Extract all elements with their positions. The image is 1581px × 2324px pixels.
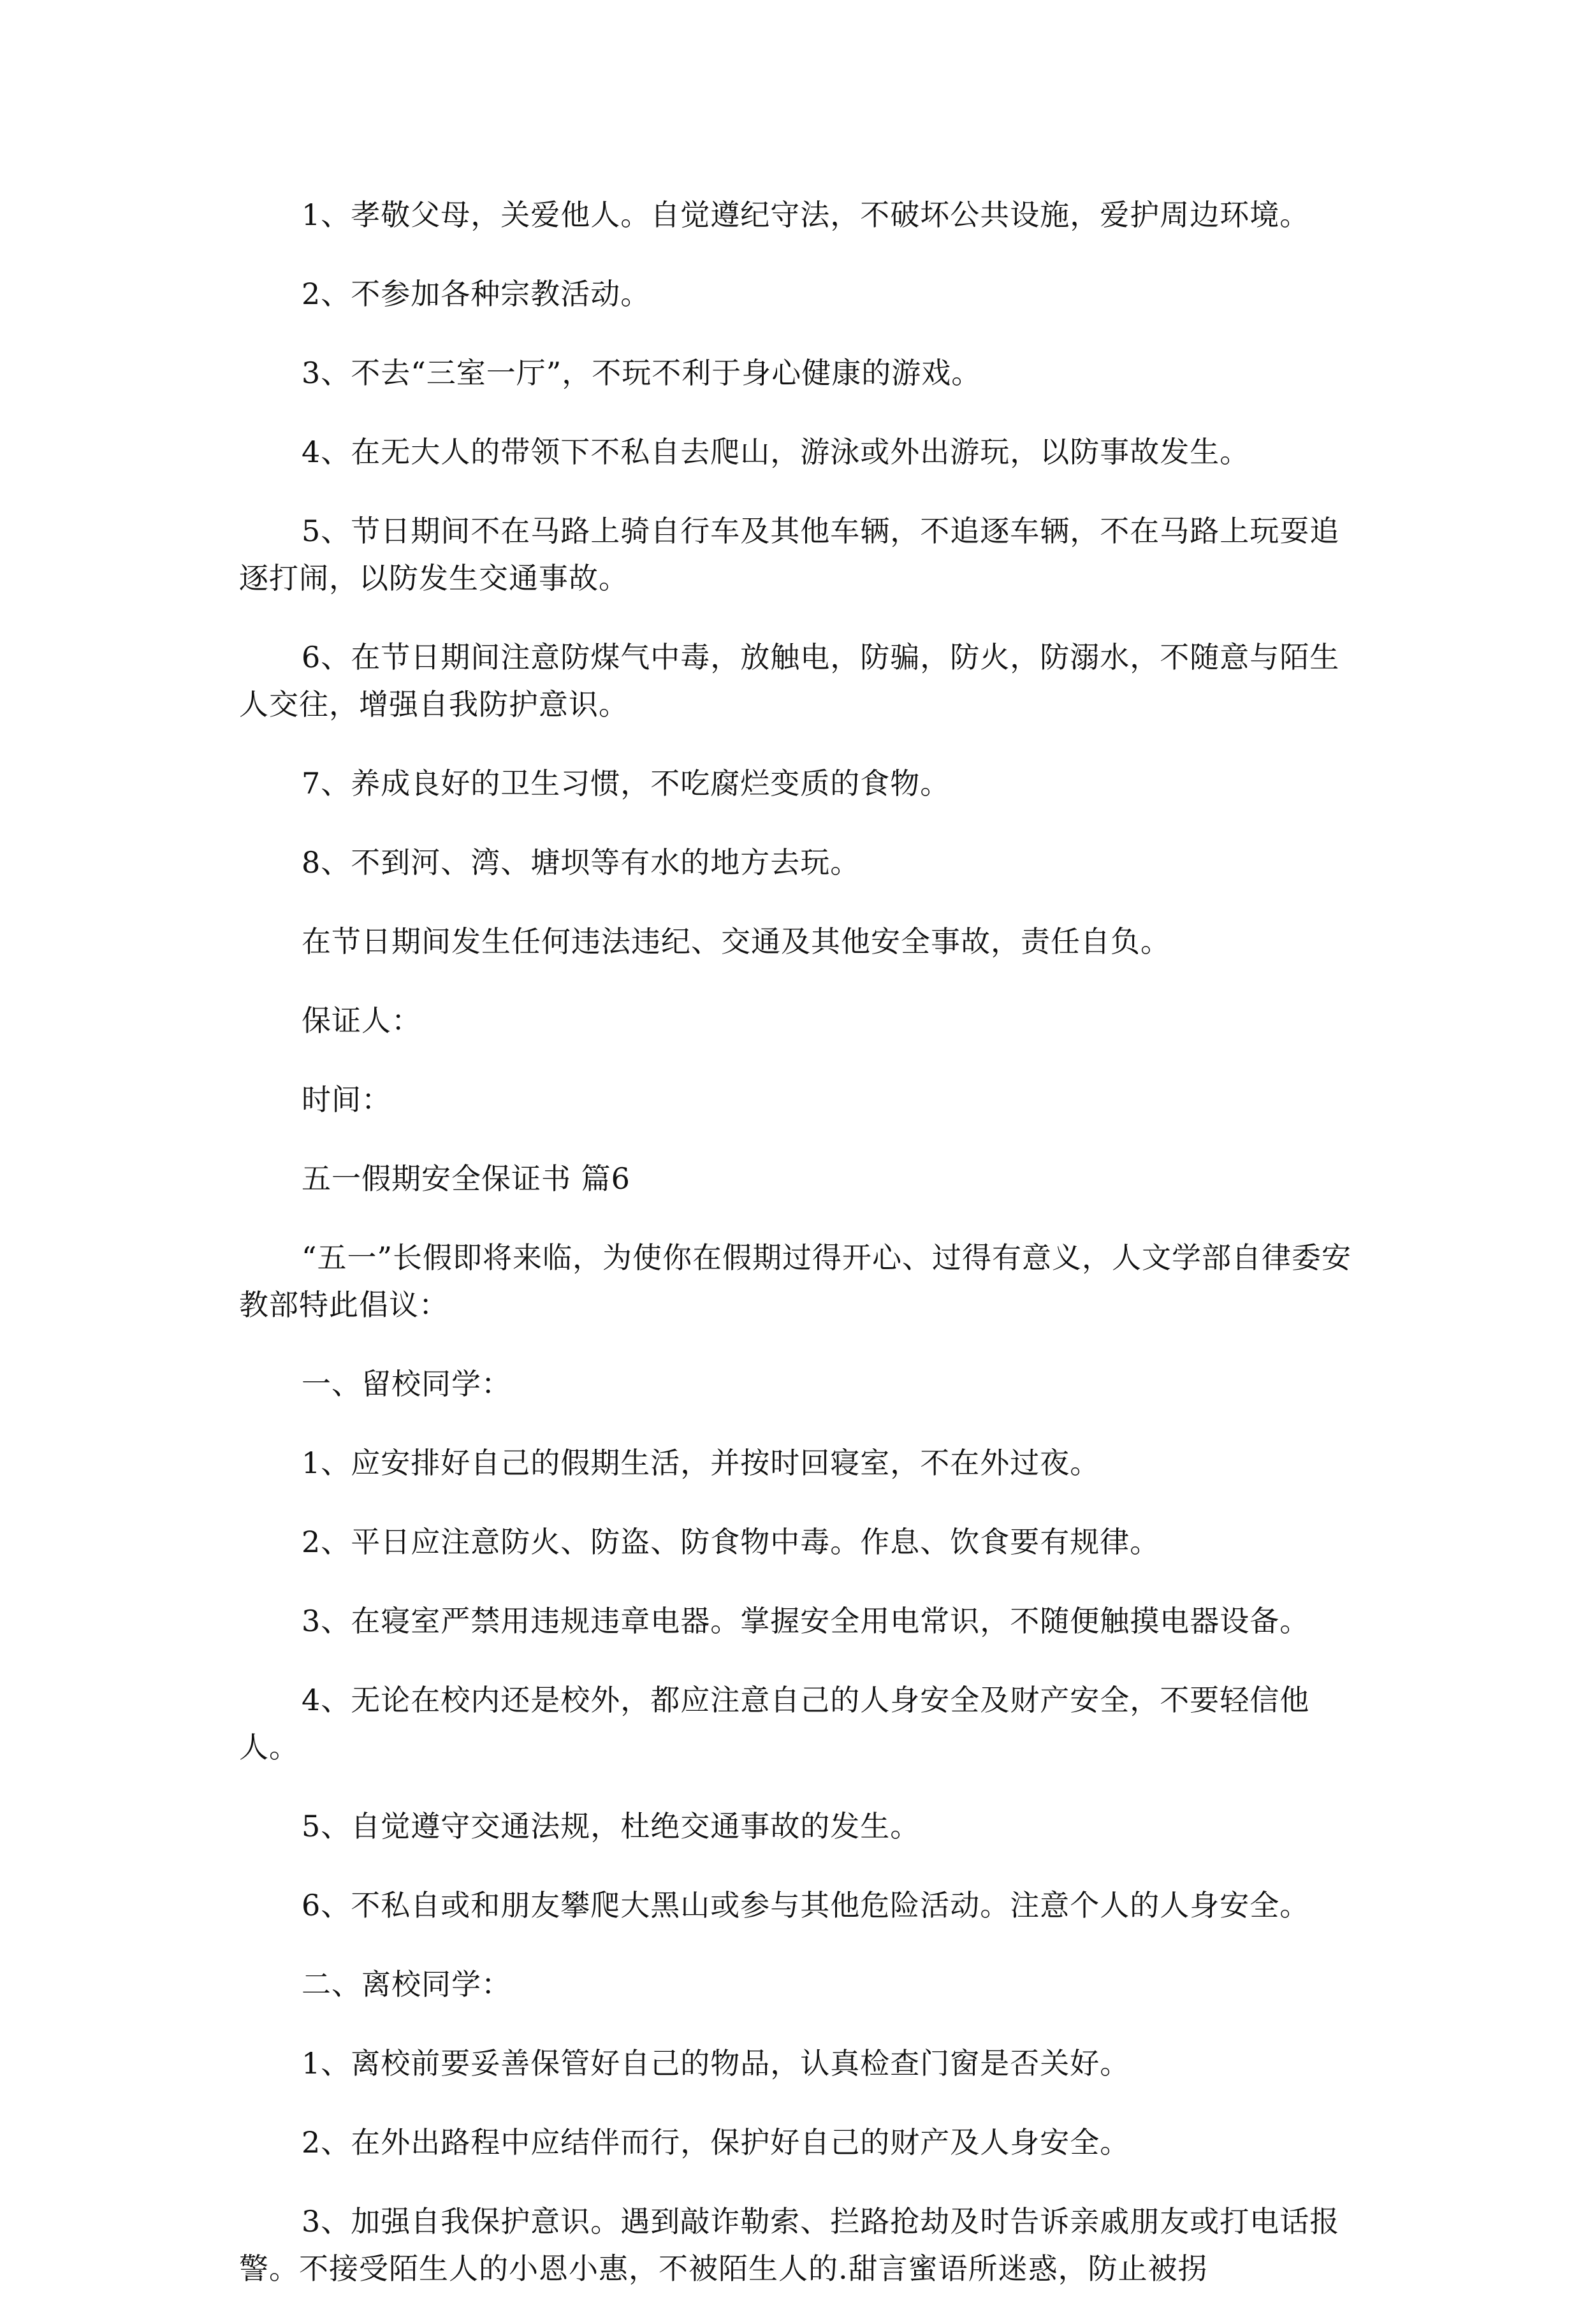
campus-rule-4: 4、无论在校内还是校外，都应注意自己的人身安全及财产安全，不要轻信他人。 — [239, 1683, 1310, 1764]
paragraph-rule-5: 5、节日期间不在马路上骑自行车及其他车辆，不追逐车辆，不在马路上玩耍追逐打闹，以防发生交通事故。 — [239, 514, 1340, 595]
leaving-rule-1: 1、离校前要妥善保管好自己的物品，认真检查门窗是否关好。 — [302, 2046, 1130, 2081]
campus-rule-2: 2、平日应注意防火、防盗、防食物中毒。作息、饮食要有规律。 — [302, 1525, 1160, 1559]
guarantor-label: 保证人： — [302, 1003, 421, 1038]
section-title: 五一假期安全保证书 篇6 — [302, 1161, 630, 1196]
paragraph-rule-2: 2、不参加各种宗教活动。 — [302, 277, 651, 311]
campus-rule-5: 5、自觉遵守交通法规，杜绝交通事故的发生。 — [302, 1809, 921, 1843]
paragraph-rule-1: 1、孝敬父母，关爱他人。自觉遵纪守法，不破坏公共设施，爱护周边环境。 — [302, 198, 1310, 232]
paragraph-responsibility: 在节日期间发生任何违法违纪、交通及其他安全事故，责任自负。 — [302, 924, 1170, 959]
leaving-rule-2: 2、在外出路程中应结伴而行，保护好自己的财产及人身安全。 — [302, 2125, 1130, 2160]
intro-paragraph: “五一”长假即将来临，为使你在假期过得开心、过得有意义，人文学部自律委安教部特此倡议： — [239, 1240, 1352, 1322]
campus-rule-6: 6、不私自或和朋友攀爬大黑山或参与其他危险活动。注意个人的人身安全。 — [302, 1888, 1310, 1922]
paragraph-rule-7: 7、养成良好的卫生习惯，不吃腐烂变质的食物。 — [302, 766, 951, 801]
paragraph-rule-8: 8、不到河、湾、塘坝等有水的地方去玩。 — [302, 845, 861, 880]
heading-leaving-campus: 二、离校同学： — [302, 1967, 511, 2001]
paragraph-rule-6: 6、在节日期间注意防煤气中毒，放触电，防骗，防火，防溺水，不随意与陌生人交往，增强自我防护意识。 — [239, 640, 1340, 722]
campus-rule-3: 3、在寝室严禁用违规违章电器。掌握安全用电常识，不随便触摸电器设备。 — [302, 1604, 1310, 1638]
heading-on-campus: 一、留校同学： — [302, 1367, 511, 1401]
document-body — [239, 191, 1367, 2324]
paragraph-rule-4: 4、在无大人的带领下不私自去爬山，游泳或外出游玩，以防事故发生。 — [302, 435, 1250, 469]
campus-rule-1: 1、应安排好自己的假期生活，并按时回寝室，不在外过夜。 — [302, 1446, 1100, 1480]
paragraph-rule-3: 3、不去“三室一厅”，不玩不利于身心健康的游戏。 — [302, 356, 982, 390]
leaving-rule-3: 3、加强自我保护意识。遇到敲诈勒索、拦路抢劫及时告诉亲戚朋友或打电话报警。不接受陌生人的小恩小惠，不被陌生人的.甜言蜜语所迷惑，防止被拐 — [239, 2204, 1340, 2286]
time-label: 时间： — [302, 1082, 391, 1117]
